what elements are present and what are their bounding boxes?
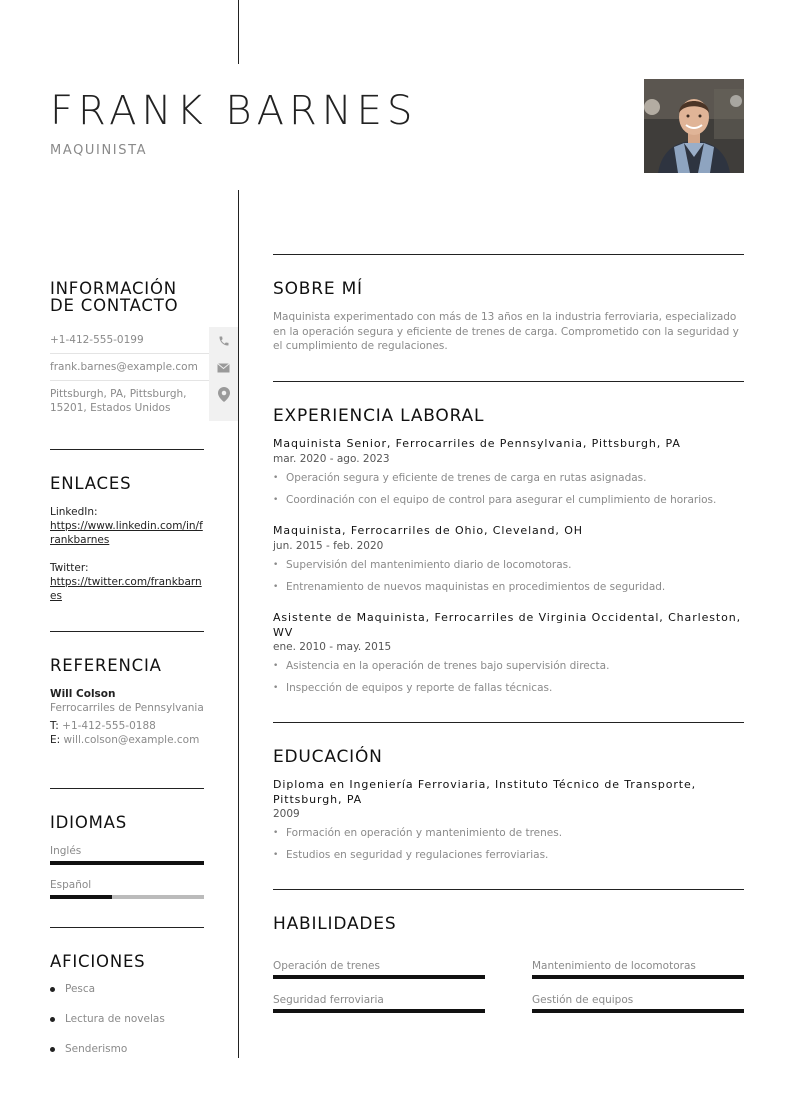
job-bullets (273, 659, 744, 695)
bullet-dot-icon (50, 1047, 55, 1052)
about-text: Maquinista experimentado con más de 13 años en la industria ferroviaria, especializado en la operación segura y eficiente de trenes de carga. Comprometido con la seguridad y el cumplimiento de regulaciones. (273, 311, 739, 352)
divider-experience (273, 381, 744, 382)
reference-heading: REFERENCIA (50, 656, 162, 675)
reference-name: Will Colson (50, 688, 116, 700)
skill-label: Gestión de equipos (532, 994, 634, 1006)
education-title: Diploma en Ingeniería Ferroviaria, Instituto Técnico de Transporte, Pittsburgh, PA (273, 778, 697, 806)
links-heading: ENLACES (50, 474, 132, 493)
skill-label: Seguridad ferroviaria (273, 994, 384, 1006)
job-title: Maquinista Senior, Ferrocarriles de Pennsylvania, Pittsburgh, PA (273, 437, 681, 450)
reference-phone-line (50, 719, 204, 733)
contact-heading-line1: INFORMACIÓN (50, 279, 177, 298)
skill-item (532, 960, 744, 979)
job-dates: mar. 2020 - ago. 2023 (273, 452, 390, 465)
hobby-label: Pesca (65, 983, 96, 995)
contact-phone: +1-412-555-0199 (50, 334, 144, 346)
skills-heading: HABILIDADES (273, 914, 397, 934)
language-spanish-bar (50, 895, 204, 899)
job-bullet: • Inspección de equipos y reporte de fallas técnicas. (273, 681, 744, 695)
language-english-fill (50, 861, 204, 865)
language-english (50, 845, 204, 865)
divider-languages (50, 788, 204, 789)
job-entry (273, 524, 744, 602)
skill-item (532, 994, 744, 1013)
job-title: Asistente de Maquinista, Ferrocarriles de Virginia Occidental, Charleston, WV (273, 611, 741, 639)
profile-photo (644, 79, 744, 173)
skill-bar (532, 975, 744, 979)
reference-email-line (50, 733, 204, 747)
job-bullet: • Entrenamiento de nuevos maquinistas en procedimientos de seguridad. (273, 580, 744, 594)
vertical-divider (238, 190, 239, 1058)
job-bullets (273, 471, 744, 507)
skill-label: Mantenimiento de locomotoras (532, 960, 696, 972)
link-twitter (50, 561, 204, 603)
link-twitter-label: Twitter: (50, 562, 89, 574)
education-bullets (273, 826, 744, 862)
education-year: 2009 (273, 808, 300, 820)
skill-bar-fill (532, 1009, 744, 1013)
divider-reference (50, 631, 204, 632)
job-bullet: • Asistencia en la operación de trenes bajo supervisión directa. (273, 659, 744, 673)
envelope-icon (209, 354, 238, 381)
candidate-title: MAQUINISTA (50, 143, 148, 158)
job-entry (273, 611, 744, 703)
divider-hobbies (50, 927, 204, 928)
contact-heading-line2: DE CONTACTO (50, 296, 179, 315)
languages-heading: IDIOMAS (50, 813, 128, 832)
job-entry (273, 437, 744, 515)
bullet-dot-icon (50, 1017, 55, 1022)
hobby-label: Lectura de novelas (65, 1013, 165, 1025)
skill-bar-fill (532, 975, 744, 979)
reference-email: will.colson@example.com (63, 734, 200, 746)
hobby-label: Senderismo (65, 1043, 128, 1055)
phone-icon (209, 327, 238, 354)
skill-bar (273, 1009, 485, 1013)
reference-block (50, 687, 204, 747)
skill-item (273, 994, 485, 1013)
skill-bar (273, 975, 485, 979)
about-heading: SOBRE MÍ (273, 279, 363, 299)
hobbies-heading: AFICIONES (50, 952, 146, 971)
job-bullets (273, 558, 744, 594)
bullet-dot-icon (50, 987, 55, 992)
job-bullet: • Operación segura y eficiente de trenes de carga en rutas asignadas. (273, 471, 744, 485)
location-pin-icon (209, 381, 238, 421)
link-twitter-url[interactable]: https://twitter.com/frankbarnes (50, 576, 202, 602)
link-linkedin-label: LinkedIn: (50, 506, 98, 518)
job-title: Maquinista, Ferrocarriles de Ohio, Cleveland, OH (273, 524, 583, 537)
language-english-bar (50, 861, 204, 865)
reference-phone-label: T: (50, 720, 59, 732)
language-spanish-fill (50, 895, 112, 899)
link-linkedin-url[interactable]: https://www.linkedin.com/in/frankbarnes (50, 520, 203, 546)
contact-address: Pittsburgh, PA, Pittsburgh, 15201, Estados Unidos (50, 388, 187, 414)
skill-bar-fill (273, 1009, 485, 1013)
link-linkedin (50, 505, 204, 547)
job-dates: ene. 2010 - may. 2015 (273, 641, 392, 653)
job-bullet: • Coordinación con el equipo de control para asegurar el cumplimiento de horarios. (273, 493, 744, 507)
education-bullet: • Estudios en seguridad y regulaciones ferroviarias. (273, 848, 744, 862)
language-spanish (50, 879, 204, 899)
language-english-label: Inglés (50, 845, 82, 857)
experience-heading: EXPERIENCIA LABORAL (273, 406, 485, 426)
skill-bar (532, 1009, 744, 1013)
reference-company: Ferrocarriles de Pennsylvania (50, 702, 204, 714)
language-spanish-label: Español (50, 879, 92, 891)
skill-item (273, 960, 485, 979)
divider-education (273, 722, 744, 723)
education-heading: EDUCACIÓN (273, 747, 383, 767)
reference-phone: +1-412-555-0188 (62, 720, 156, 732)
divider-links (50, 449, 204, 450)
skill-bar-fill (273, 975, 485, 979)
hobby-item (50, 1043, 127, 1055)
job-dates: jun. 2015 - feb. 2020 (273, 539, 384, 552)
vertical-divider-top (238, 0, 239, 64)
education-bullet: • Formación en operación y mantenimiento de trenes. (273, 826, 744, 840)
candidate-name: FRANK BARNES (50, 88, 418, 134)
contact-heading (50, 280, 204, 314)
skill-label: Operación de trenes (273, 960, 380, 972)
reference-email-label: E: (50, 734, 61, 746)
job-bullet: • Supervisión del mantenimiento diario de locomotoras. (273, 558, 744, 572)
divider-about (273, 254, 744, 255)
divider-skills (273, 889, 744, 890)
education-entry (273, 778, 744, 870)
hobby-item (50, 983, 95, 995)
hobby-item (50, 1013, 165, 1025)
contact-email: frank.barnes@example.com (50, 361, 198, 373)
